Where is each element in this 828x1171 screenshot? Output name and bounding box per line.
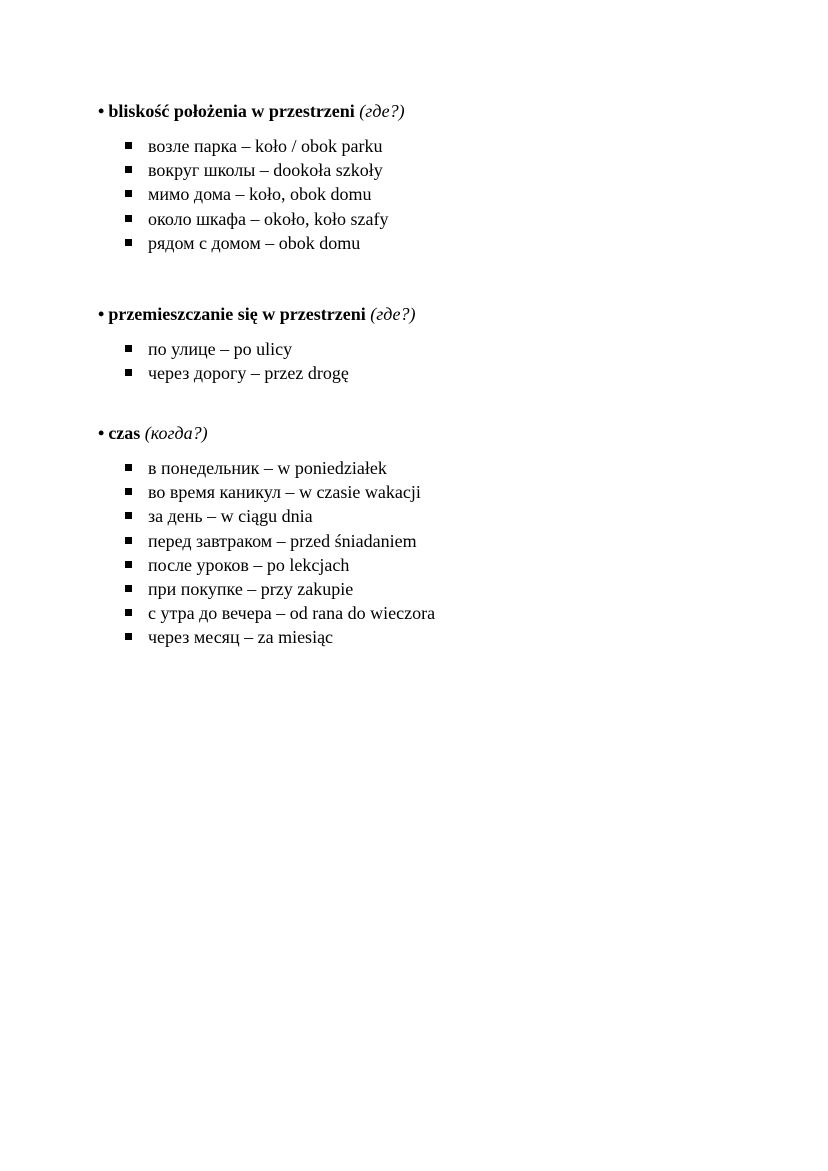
heading-bullet: • — [98, 101, 105, 121]
list-item — [124, 529, 435, 553]
list-item-text: после уроков – po lekcjach — [148, 554, 350, 575]
square-bullet-icon — [125, 369, 132, 376]
phrase-list — [124, 134, 389, 255]
heading-bullet: • — [98, 304, 105, 324]
list-item-text: возле парка – koło / obok parku — [148, 136, 383, 156]
square-bullet-icon — [125, 561, 132, 568]
phrase-list — [124, 337, 349, 385]
list-item-text: с утра до вечера – od rana do wieczora — [148, 603, 436, 624]
list-item — [124, 134, 389, 158]
list-item-text: в понедельник – w poniedziałek — [148, 458, 387, 478]
square-bullet-icon — [125, 239, 132, 246]
heading-question: (где?) — [370, 304, 416, 324]
list-item-text: за день – w ciągu dnia — [148, 506, 313, 527]
list-item — [124, 625, 435, 649]
list-item — [124, 361, 349, 385]
list-item — [124, 182, 389, 206]
list-item — [124, 337, 349, 361]
square-bullet-icon — [125, 215, 132, 222]
list-item — [124, 456, 435, 480]
list-item — [124, 480, 435, 504]
list-item-text: около шкафа – około, koło szafy — [148, 208, 389, 229]
square-bullet-icon — [125, 585, 132, 592]
section-heading — [98, 303, 758, 325]
square-bullet-icon — [125, 345, 132, 352]
square-bullet-icon — [125, 633, 132, 640]
list-item-text: во время каникул – w czasie wakacji — [148, 482, 421, 503]
list-item-text: через месяц – za miesiąc — [148, 627, 334, 648]
section-heading — [98, 422, 758, 444]
list-item-text: вокруг школы – dookoła szkoły — [148, 160, 383, 181]
list-item — [124, 553, 435, 577]
section-heading — [98, 100, 758, 122]
list-item-text: через дорогу – przez drogę — [148, 363, 349, 384]
heading-term: przemieszczanie się w przestrzeni — [108, 304, 366, 324]
square-bullet-icon — [125, 488, 132, 495]
heading-question: (где?) — [359, 101, 405, 121]
section-proximity — [98, 100, 758, 253]
list-item-text: при покупке – przy zakupie — [148, 579, 354, 600]
square-bullet-icon — [125, 190, 132, 197]
section-movement — [98, 303, 758, 384]
heading-term: czas — [108, 423, 141, 443]
list-item-text: рядом с домом – obok domu — [148, 232, 361, 253]
list-item — [124, 577, 435, 601]
list-item-text: по улице – po ulicy — [148, 339, 293, 359]
list-item — [124, 158, 389, 182]
list-item — [124, 504, 435, 528]
square-bullet-icon — [125, 142, 132, 149]
square-bullet-icon — [125, 512, 132, 519]
heading-question: (когда?) — [144, 423, 208, 443]
square-bullet-icon — [125, 464, 132, 471]
phrase-list — [124, 456, 435, 650]
list-item-text: перед завтраком – przed śniadaniem — [148, 530, 417, 551]
list-item — [124, 231, 389, 255]
square-bullet-icon — [125, 166, 132, 173]
heading-bullet: • — [98, 423, 105, 443]
list-item-text: мимо дома – koło, obok domu — [148, 184, 372, 205]
list-item — [124, 207, 389, 231]
square-bullet-icon — [125, 609, 132, 616]
heading-term: bliskość położenia w przestrzeni — [108, 101, 355, 121]
section-time — [98, 422, 758, 648]
list-item — [124, 601, 435, 625]
square-bullet-icon — [125, 537, 132, 544]
